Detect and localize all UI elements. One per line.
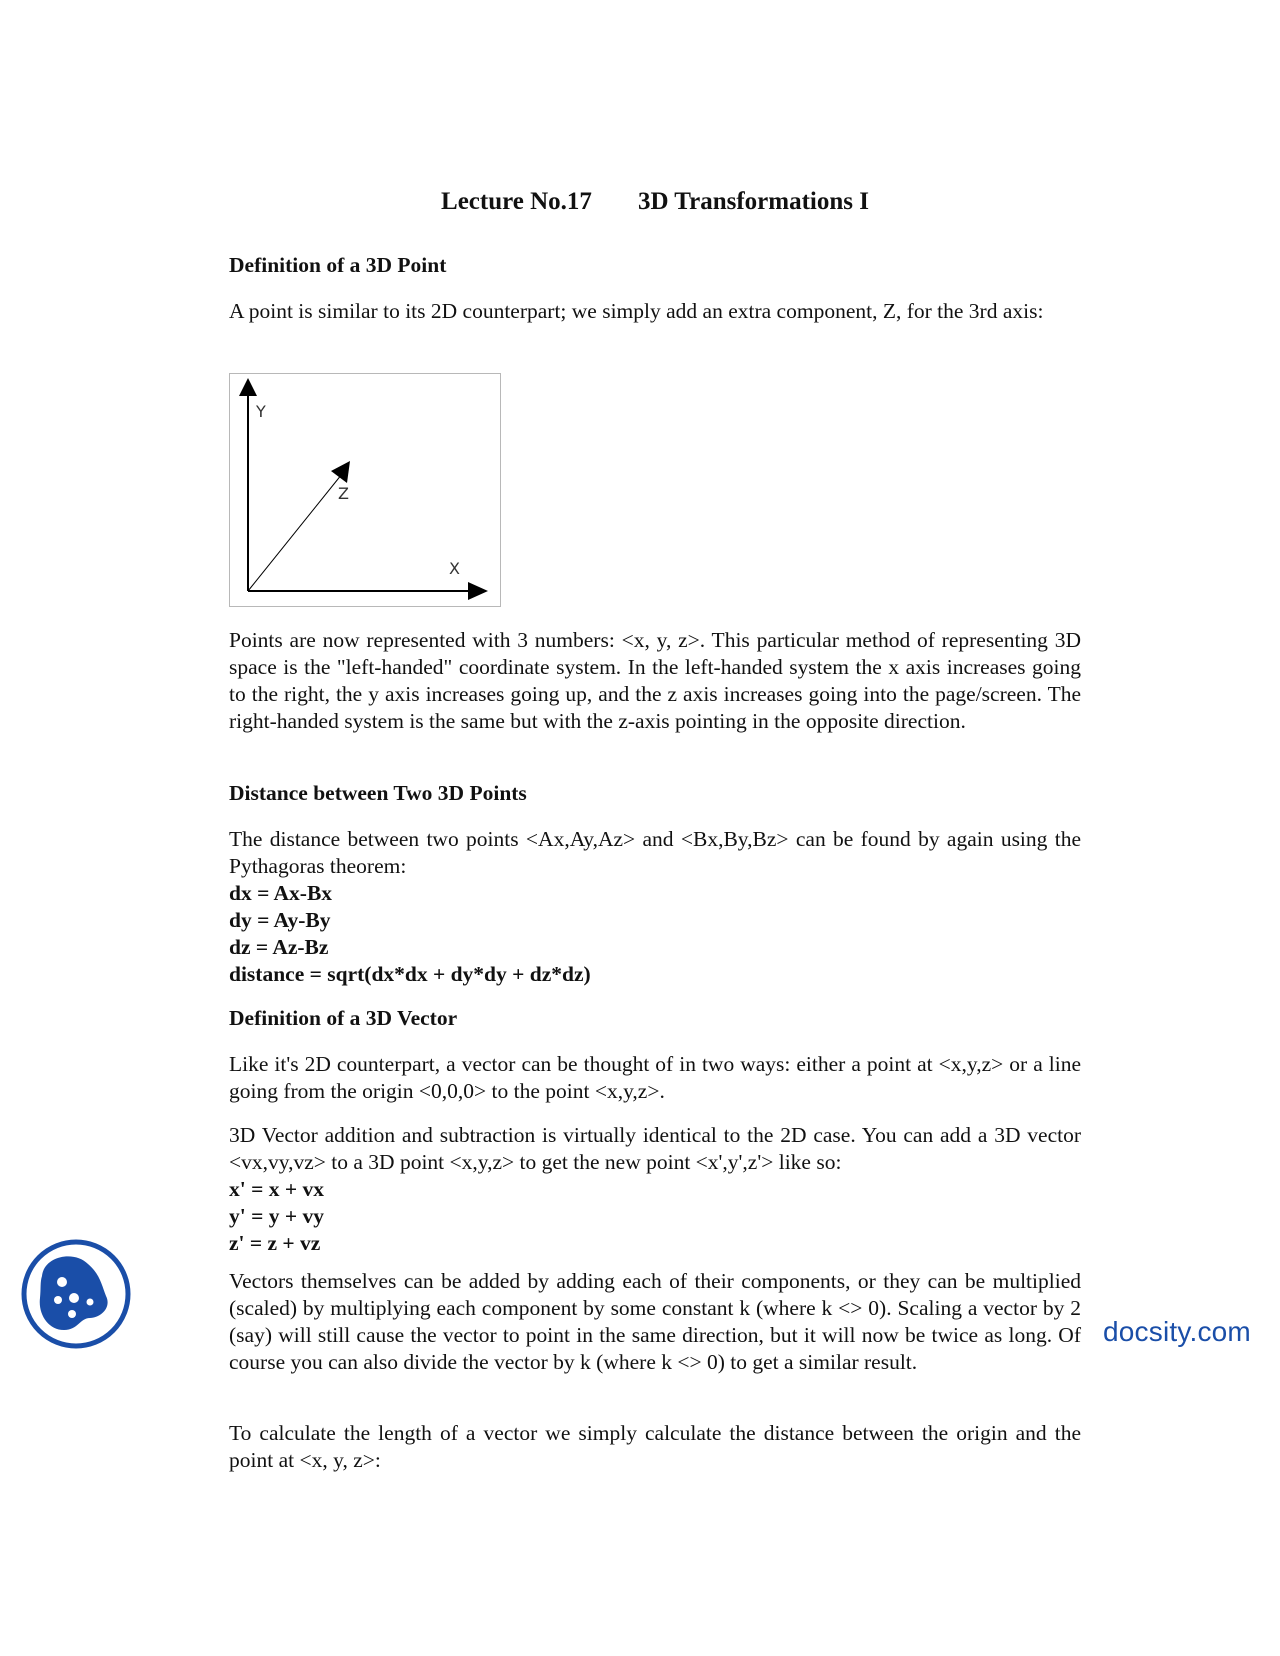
paragraph-point-intro: A point is similar to its 2D counterpart; we simply add an extra component, Z, for the 3rd axis: <box>229 299 1044 323</box>
vector-equations <box>229 1176 1081 1257</box>
equation-dz: dz = Az-Bz <box>229 935 329 959</box>
lecture-topic: 3D Transformations I <box>637 188 869 215</box>
heading-3d-vector: Definition of a 3D Vector <box>229 1006 458 1030</box>
paragraph-points-representation: Points are now represented with 3 numbers: <x, y, z>. This particular method of representing 3D space is the "left-handed" coordinate system. In the left-handed system the x axis increases going to the right, the y axis increases going up, and the z axis increases going into the page/screen. The right-handed system is the same but with the z-axis pointing in the opposite direction. <box>229 628 1081 733</box>
lecture-number: Lecture No.17 <box>441 188 592 215</box>
axis-label-x: X <box>449 559 460 578</box>
page-title <box>229 188 1081 216</box>
equation-y-prime: y' = y + vy <box>229 1204 324 1228</box>
docsity-logo-icon <box>20 1238 132 1350</box>
equation-distance: distance = sqrt(dx*dx + dy*dy + dz*dz) <box>229 962 591 986</box>
heading-distance: Distance between Two 3D Points <box>229 781 527 805</box>
axis-label-z: Z <box>338 484 349 503</box>
equation-x-prime: x' = x + vx <box>229 1177 324 1201</box>
paragraph-vector-scaling: Vectors themselves can be added by adding each of their components, or they can be multiplied (scaled) by multiplying each component by some constant k (where k <> 0). Scaling a vector by 2 (say) will still cause the vector to point in the same direction, but it will now be twice as long. Of course you can also divide the vector by k (where k <> 0) to get a similar result. <box>229 1269 1081 1374</box>
equation-z-prime: z' = z + vz <box>229 1231 321 1255</box>
axes-diagram <box>230 374 502 608</box>
equation-dy: dy = Ay-By <box>229 908 331 932</box>
docsity-brand-link[interactable]: docsity.com <box>1103 1316 1251 1347</box>
paragraph-vector-length: To calculate the length of a vector we simply calculate the distance between the origin and the point at <x, y, z>: <box>229 1421 1081 1472</box>
paragraph-vector-addition: 3D Vector addition and subtraction is virtually identical to the 2D case. You can add a 3D vector <vx,vy,vz> to a 3D point <x,y,z> to get the new point <x',y',z'> like so: <box>229 1123 1081 1174</box>
axes-figure <box>229 373 501 607</box>
x-axis-arrow <box>468 582 488 600</box>
heading-3d-point: Definition of a 3D Point <box>229 253 447 277</box>
distance-equations <box>229 880 1081 988</box>
z-axis-arrow <box>331 461 350 483</box>
paragraph-vector-definition: Like it's 2D counterpart, a vector can be thought of in two ways: either a point at <x,y,z> or a line going from the origin <0,0,0> to the point <x,y,z>. <box>229 1052 1081 1103</box>
y-axis-arrow <box>239 378 257 396</box>
z-axis-line <box>248 474 342 591</box>
axis-label-y: Y <box>256 402 266 421</box>
equation-dx: dx = Ax-Bx <box>229 881 333 905</box>
paragraph-distance: The distance between two points <Ax,Ay,Az> and <Bx,By,Bz> can be found by again using the Pythagoras theorem: <box>229 827 1081 878</box>
